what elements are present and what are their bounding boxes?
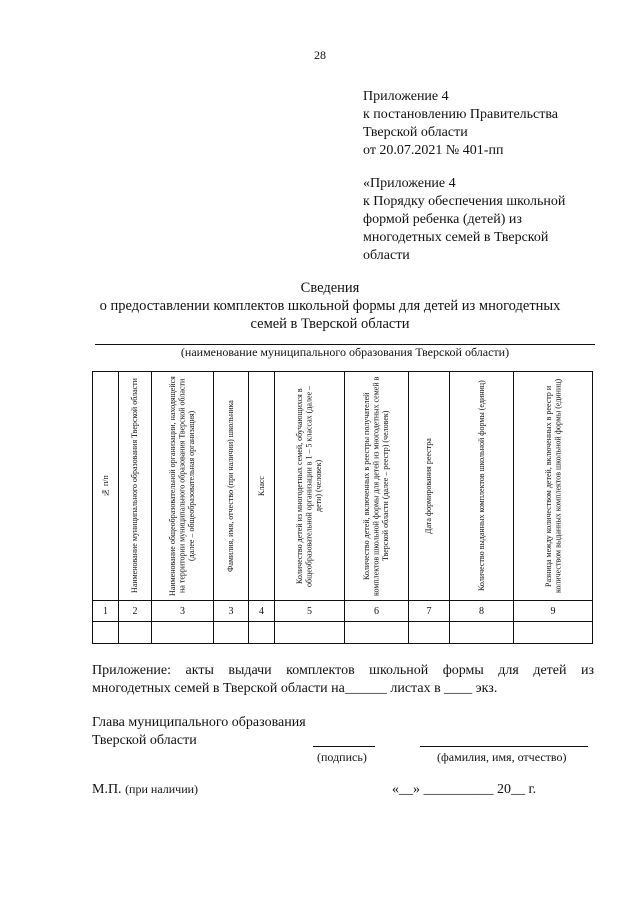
head-title-line: Тверской области bbox=[92, 733, 197, 748]
stamp-place bbox=[92, 782, 198, 798]
stamp-note: (при наличии) bbox=[125, 782, 199, 796]
column-number: 3 bbox=[214, 601, 249, 622]
page-number: 28 bbox=[314, 48, 326, 62]
empty-cell bbox=[409, 622, 450, 644]
column-header: № п/п bbox=[93, 372, 119, 601]
signature-line bbox=[313, 746, 375, 747]
column-header: Дата формирования реестра bbox=[409, 372, 450, 601]
column-header: Количество детей, включенных в реестры получателей комплектов школьной формы для детей из многодетных семей в Тверской области (далее – реестр) (человек) bbox=[345, 372, 409, 601]
column-header: Наименование общеобразовательной организации, находящейся на территории муниципального образования Тверской области (далее – общеобразовательная организация) bbox=[152, 372, 214, 601]
annex-order-line: формой ребенка (детей) из bbox=[363, 212, 522, 227]
annex-line: к постановлению Правительства bbox=[363, 107, 559, 122]
annex-line: Тверской области bbox=[363, 125, 468, 140]
attachment-note bbox=[92, 662, 594, 698]
signature-caption: (подпись) bbox=[317, 750, 367, 764]
column-number-row bbox=[93, 601, 593, 622]
empty-cell bbox=[152, 622, 214, 644]
column-header: Наименование муниципального образования Тверской области bbox=[119, 372, 152, 601]
table-header-row bbox=[93, 372, 593, 601]
annex-line: Приложение 4 bbox=[363, 89, 449, 104]
column-header: Класс bbox=[249, 372, 275, 601]
empty-cell bbox=[119, 622, 152, 644]
name-caption: (фамилия, имя, отчество) bbox=[437, 750, 567, 764]
head-signatory bbox=[92, 714, 306, 750]
document-title bbox=[60, 279, 600, 333]
column-number: 2 bbox=[119, 601, 152, 622]
annex-order-line: «Приложение 4 bbox=[363, 176, 456, 191]
head-title-line: Глава муниципального образования bbox=[92, 715, 306, 730]
attachment-line: многодетных семей в Тверской области на______ листах в ____ экз. bbox=[92, 681, 498, 696]
column-number: 5 bbox=[275, 601, 345, 622]
date-line: «__» __________ 20__ г. bbox=[392, 782, 537, 797]
empty-cell bbox=[514, 622, 593, 644]
annex-order-line: к Порядку обеспечения школьной bbox=[363, 194, 566, 209]
column-number: 6 bbox=[345, 601, 409, 622]
annex-order-line: области bbox=[363, 248, 410, 263]
title-line: о предоставлении комплектов школьной формы для детей из многодетных bbox=[99, 298, 561, 314]
column-number: 3 bbox=[152, 601, 214, 622]
column-header: Разница между количеством детей, включенных в реестр и количеством выданных комплектов школьной формы (единиц) bbox=[514, 372, 593, 601]
column-number: 4 bbox=[249, 601, 275, 622]
empty-data-row bbox=[93, 622, 593, 644]
title-line: семей в Тверской области bbox=[250, 316, 410, 332]
title-line: Сведения bbox=[300, 280, 360, 296]
data-table bbox=[92, 371, 593, 644]
column-header: Количество детей из многодетных семей, обучающихся в общеобразовательной организации в 1 – 5 классах (далее – дети) (человек) bbox=[275, 372, 345, 601]
annex-reference bbox=[363, 88, 558, 160]
column-number: 8 bbox=[450, 601, 514, 622]
empty-cell bbox=[249, 622, 275, 644]
name-line bbox=[420, 746, 588, 747]
annex-line: от 20.07.2021 № 401-пп bbox=[363, 143, 504, 158]
annex-order-line: многодетных семей в Тверской bbox=[363, 230, 549, 245]
empty-cell bbox=[345, 622, 409, 644]
column-header: Фамилия, имя, отчество (при наличии) школьника bbox=[214, 372, 249, 601]
empty-cell bbox=[93, 622, 119, 644]
column-number: 7 bbox=[409, 601, 450, 622]
column-number: 9 bbox=[514, 601, 593, 622]
empty-cell bbox=[214, 622, 249, 644]
attachment-line: Приложение: акты выдачи комплектов школьной формы для детей из bbox=[92, 663, 594, 678]
annex-order-reference bbox=[363, 175, 565, 265]
column-header: Количество выданных комплектов школьной формы (единиц) bbox=[450, 372, 514, 601]
empty-cell bbox=[450, 622, 514, 644]
column-number: 1 bbox=[93, 601, 119, 622]
stamp-label: М.П. bbox=[92, 782, 122, 797]
municipality-caption: (наименование муниципального образования Тверской области) bbox=[180, 345, 510, 359]
empty-cell bbox=[275, 622, 345, 644]
